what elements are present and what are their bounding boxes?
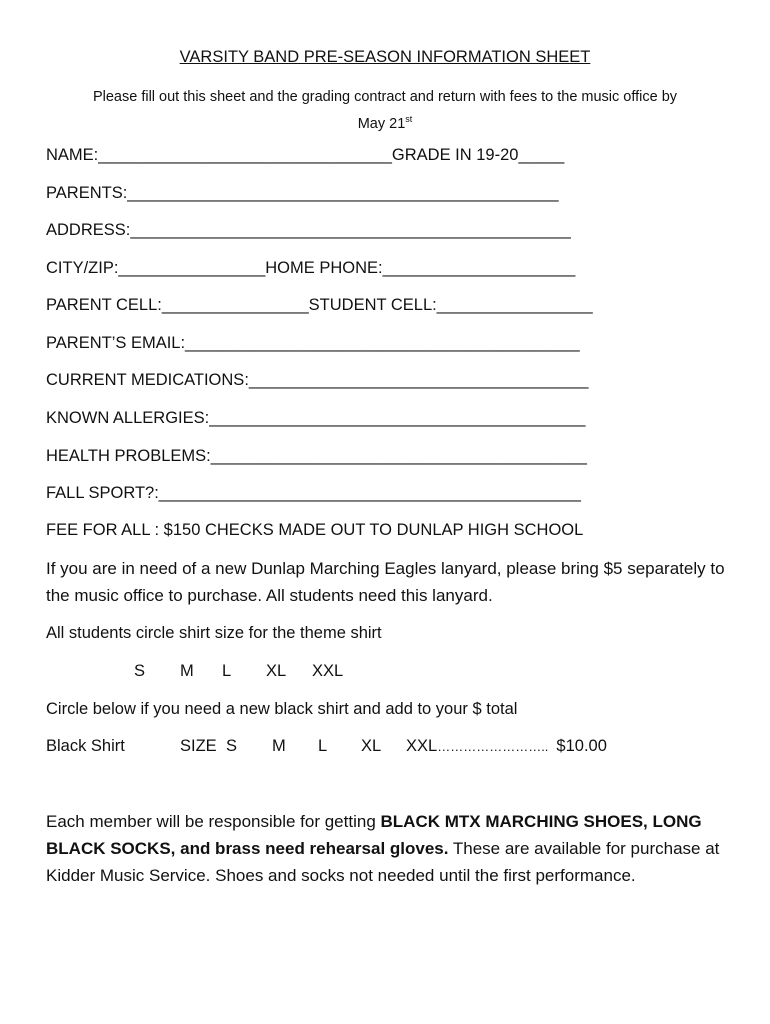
parents-field[interactable]: PARENTS:_______________________________________________ <box>46 184 559 202</box>
closing-rest: These are available for purchase at Kidder Music Service. Shoes and socks not needed until the first performance. <box>46 839 720 885</box>
closing-paragraph <box>46 808 726 889</box>
address-field[interactable]: ADDRESS:________________________________________________ <box>46 221 571 239</box>
theme-size-m[interactable]: M <box>180 662 194 680</box>
theme-size-l[interactable]: L <box>222 662 232 680</box>
fall-sport-field[interactable]: FALL SPORT?:______________________________________________ <box>46 484 581 502</box>
parent-student-cell-field[interactable]: PARENT CELL:________________STUDENT CELL:_________________ <box>46 296 593 314</box>
name-grade-field[interactable]: NAME:________________________________GRADE IN 19-20_____ <box>46 146 565 164</box>
price-leader-dots: …………………….. <box>437 739 549 754</box>
black-shirt-size-label: SIZE <box>180 737 217 755</box>
intro-due-date: May 21 <box>357 115 406 132</box>
theme-size-s[interactable]: S <box>134 662 146 680</box>
black-size-m[interactable]: M <box>272 737 286 755</box>
theme-shirt-sizes <box>134 662 343 681</box>
black-size-xl[interactable]: XL <box>361 737 382 755</box>
parent-email-field[interactable]: PARENT’S EMAIL:___________________________________________ <box>46 334 580 352</box>
black-size-xxl[interactable]: XXL <box>406 737 438 755</box>
theme-shirt-instruction: All students circle shirt size for the theme shirt <box>46 624 382 642</box>
black-shirt-instruction: Circle below if you need a new black shirt and add to your $ total <box>46 700 518 718</box>
black-size-l[interactable]: L <box>318 737 328 755</box>
city-zip-home-phone-field[interactable]: CITY/ZIP:________________HOME PHONE:_____________________ <box>46 259 576 277</box>
closing-intro: Each member will be responsible for getting <box>46 812 381 831</box>
intro-date-suffix: st <box>405 114 413 124</box>
fee-line: FEE FOR ALL : $150 CHECKS MADE OUT TO DUNLAP HIGH SCHOOL <box>46 521 584 539</box>
theme-size-xxl[interactable]: XXL <box>312 662 344 680</box>
allergies-field[interactable]: KNOWN ALLERGIES:_________________________________________ <box>46 409 586 427</box>
intro-text: Please fill out this sheet and the grading contract and return with fees to the music office by <box>92 89 678 105</box>
black-shirt-label: Black Shirt <box>46 737 125 755</box>
black-size-s[interactable]: S <box>226 737 238 755</box>
lanyard-paragraph: If you are in need of a new Dunlap Marching Eagles lanyard, please bring $5 separately to the music office to purchase. All students need this lanyard. <box>46 559 725 605</box>
black-shirt-row <box>46 737 607 756</box>
health-problems-field[interactable]: HEALTH PROBLEMS:_________________________________________ <box>46 447 587 465</box>
sheet-title: VARSITY BAND PRE-SEASON INFORMATION SHEET <box>179 48 591 66</box>
theme-size-xl[interactable]: XL <box>266 662 287 680</box>
closing-required-items: BLACK MTX MARCHING SHOES, LONG BLACK SOCKS, and brass need rehearsal gloves. <box>46 812 702 858</box>
black-shirt-price: $10.00 <box>556 737 607 755</box>
intro-instructions <box>40 86 730 135</box>
medications-field[interactable]: CURRENT MEDICATIONS:_____________________________________ <box>46 371 589 389</box>
